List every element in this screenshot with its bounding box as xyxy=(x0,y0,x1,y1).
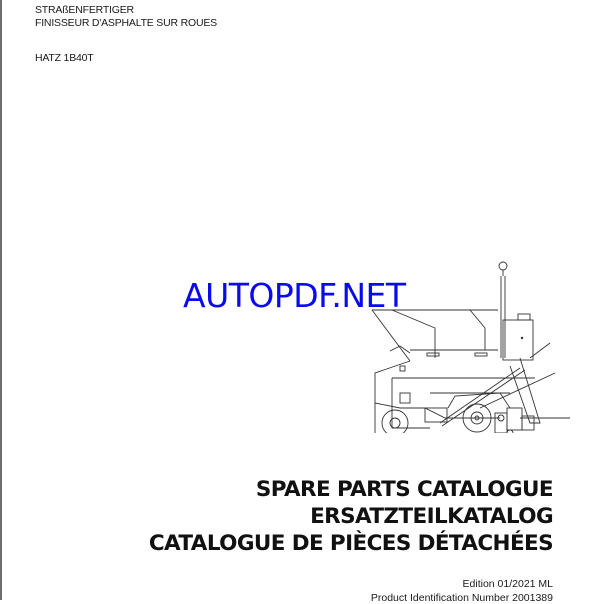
engine-model: HATZ 1B40T xyxy=(35,52,94,64)
watermark-text: AUTOPDF.NET xyxy=(183,276,406,315)
title-german: ERSATZTEILKATALOG xyxy=(310,504,553,529)
paver-illustration xyxy=(370,258,570,433)
header-line-german: STRAßENFERTIGER xyxy=(35,4,134,16)
header-line-french: FINISSEUR D'ASPHALTE SUR ROUES xyxy=(35,17,217,29)
machine-type-header xyxy=(35,4,217,30)
product-identification-number: Product Identification Number 2001389 xyxy=(370,592,553,604)
title-french: CATALOGUE DE PIÈCES DÉTACHÉES xyxy=(148,531,553,556)
edition-label: Edition 01/2021 ML xyxy=(462,578,553,590)
catalogue-titles xyxy=(149,476,553,557)
page-edge-rule xyxy=(0,0,2,600)
title-english: SPARE PARTS CATALOGUE xyxy=(255,477,553,502)
